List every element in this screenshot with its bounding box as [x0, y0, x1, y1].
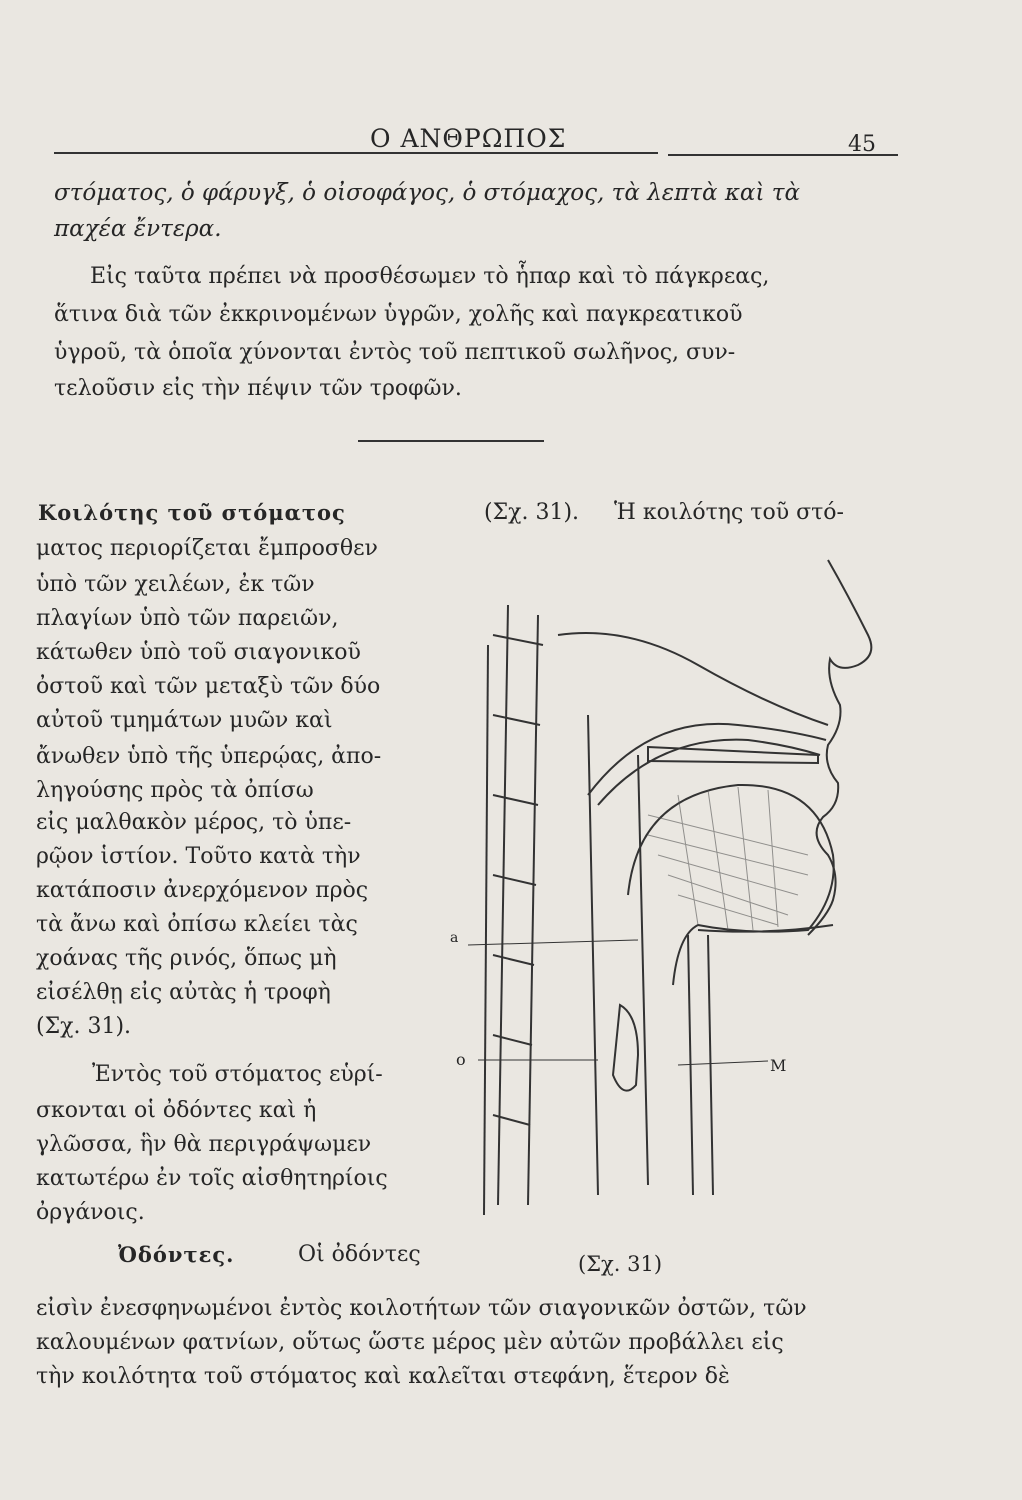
column-line: σκονται οἱ ὀδόντες καὶ ἡ	[36, 1098, 317, 1123]
text-line: Οἱ ὀδόντες	[298, 1242, 421, 1267]
figure-label-m: M	[770, 1056, 787, 1075]
header-rule	[54, 152, 658, 154]
text-line: ὑγροῦ, τὰ ὁποῖα χύνονται ἐντὸς τοῦ πεπτικοῦ σωλῆνος, συν-	[54, 340, 736, 365]
column-line: Ἐντὸς τοῦ στόματος εὑρί-	[92, 1062, 383, 1087]
header-rule	[668, 154, 898, 156]
text-line: Ἡ κοιλότης τοῦ στό-	[614, 500, 844, 525]
column-line: χοάνας τῆς ρινός, ὅπως μὴ	[36, 946, 337, 971]
text-line: καλουμένων φατνίων, οὕτως ὥστε μέρος μὲν αὐτῶν προβάλλει εἰς	[36, 1330, 784, 1355]
column-line: ματος περιορίζεται ἔμπροσθεν	[36, 536, 378, 561]
column-line: τὰ ἄνω καὶ ὀπίσω κλείει τὰς	[36, 912, 358, 937]
section-heading: Κοιλότης τοῦ στόματος	[38, 500, 346, 525]
figure-label-o: o	[456, 1050, 466, 1069]
section-heading: Ὀδόντες.	[118, 1242, 235, 1267]
column-line: ὑπὸ τῶν χειλέων, ἐκ τῶν	[36, 572, 315, 597]
column-line: ὀργάνοις.	[36, 1200, 145, 1225]
column-line: ληγούσης πρὸς τὰ ὀπίσω	[36, 778, 314, 803]
sagittal-section-figure	[448, 555, 908, 1245]
text-line: εἰσὶν ἐνεσφηνωμένοι ἐντὸς κοιλοτήτων τῶν σιαγονικῶν ὀστῶν, τῶν	[36, 1296, 807, 1321]
text-line: τὴν κοιλότητα τοῦ στόματος καὶ καλεῖται στεφάνη, ἕτερον δὲ	[36, 1364, 730, 1389]
column-line: εἰς μαλθακὸν μέρος, τὸ ὑπε-	[36, 810, 352, 835]
column-line: ρῷον ἱστίον. Τοῦτο κατὰ τὴν	[36, 844, 361, 869]
text-line: ἅτινα διὰ τῶν ἐκκρινομένων ὑγρῶν, χολῆς καὶ παγκρεατικοῦ	[54, 302, 743, 327]
column-line: (Σχ. 31).	[36, 1014, 132, 1039]
text-line: Εἰς ταῦτα πρέπει νὰ προσθέσωμεν τὸ ἧπαρ καὶ τὸ πάγκρεας,	[90, 264, 770, 289]
text-line: στόματος, ὁ φάρυγξ, ὁ οἰσοφάγος, ὁ στόμαχος, τὰ λεπτὰ καὶ τὰ	[54, 180, 801, 206]
column-line: κατωτέρω ἐν τοῖς αἰσθητηρίοις	[36, 1166, 388, 1191]
column-line: εἰσέλθῃ εἰς αὐτὰς ἡ τροφὴ	[36, 980, 331, 1005]
section-separator	[358, 440, 544, 442]
running-head	[0, 118, 1022, 157]
column-line: αὐτοῦ τμημάτων μυῶν καὶ	[36, 708, 333, 733]
page-number: 45	[848, 132, 876, 157]
text-line: παχέα ἔντερα.	[54, 216, 222, 242]
figure-caption: (Σχ. 31)	[578, 1252, 663, 1276]
figure-label-a: a	[450, 930, 459, 946]
column-line: ὀστοῦ καὶ τῶν μεταξὺ τῶν δύο	[36, 674, 381, 699]
running-title: Ο ΑΝΘΡΩΠΟΣ	[370, 124, 567, 153]
column-line: πλαγίων ὑπὸ τῶν παρειῶν,	[36, 606, 339, 631]
column-line: ἄνωθεν ὑπὸ τῆς ὑπερῴας, ἀπο-	[36, 744, 382, 769]
figure-reference: (Σχ. 31).	[484, 500, 580, 525]
column-line: κάτωθεν ὑπὸ τοῦ σιαγονικοῦ	[36, 640, 361, 665]
text-line: τελοῦσιν εἰς τὴν πέψιν τῶν τροφῶν.	[54, 376, 462, 401]
column-line: γλῶσσα, ἣν θὰ περιγράψωμεν	[36, 1132, 372, 1157]
column-line: κατάποσιν ἀνερχόμενον πρὸς	[36, 878, 369, 903]
